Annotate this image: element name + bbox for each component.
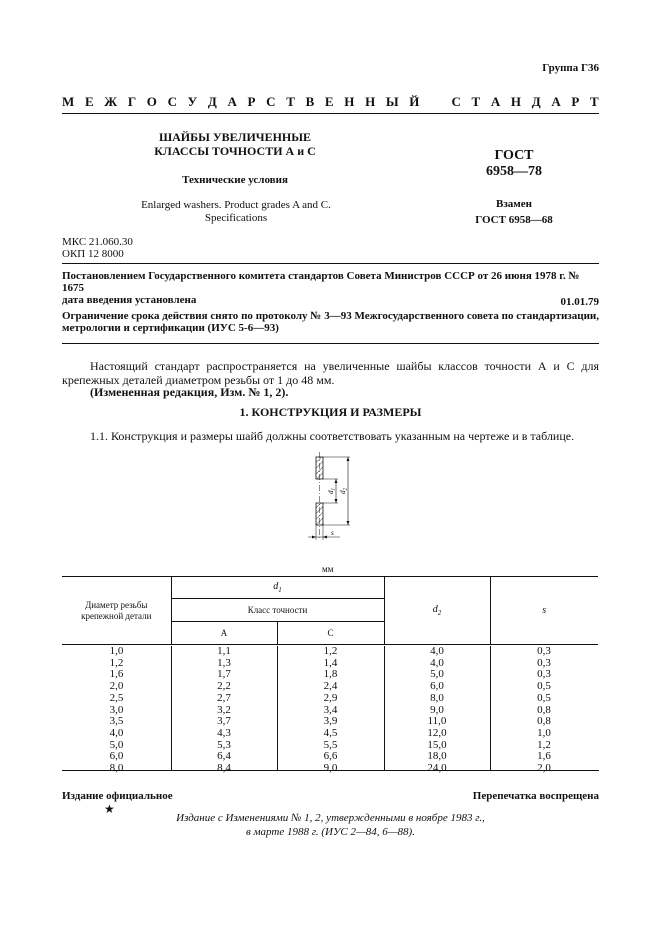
header-d2: $d_2$ — [384, 577, 490, 645]
classification-codes — [62, 236, 133, 260]
banner-letter: А — [551, 94, 561, 109]
column-s — [490, 646, 598, 775]
clause-1-1: 1.1. Конструкция и размеры шайб должны соответствовать указанным на чертеже и в таблице. — [90, 429, 575, 443]
restriction-note: Ограничение срока действия снято по протоколу № 3—93 Межгосударственного совета по стандартизации, метрологии и сертификации (ИУС 5-6—93) — [62, 310, 599, 334]
table-cell-d2: 4,0 — [430, 656, 444, 669]
banner-letter: Т — [471, 94, 481, 109]
banner-letter: Й — [409, 94, 420, 109]
d2-arrow-bottom — [347, 521, 350, 525]
banner-letter: Т — [590, 94, 599, 109]
table-cell-d2: 5,0 — [430, 668, 444, 681]
gost-number — [464, 148, 564, 180]
table-cell-d2: 15,0 — [427, 738, 447, 751]
table-cell-d1-c: 3,4 — [323, 703, 338, 716]
table-cell-d1-c: 2,9 — [323, 691, 338, 704]
title-line-1: ШАЙБЫ УВЕЛИЧЕННЫЕ — [158, 130, 312, 144]
table-cell-s: 0,8 — [537, 703, 551, 716]
banner-letter: Т — [286, 94, 295, 109]
banner-letter: Д — [531, 94, 541, 109]
table-cell-s: 1,6 — [537, 750, 551, 763]
banner-letter: Н — [365, 94, 376, 109]
table-cell-d1-c: 5,5 — [323, 738, 338, 751]
group-code: Группа Г36 — [542, 62, 599, 74]
document-subtitle: Технические условия — [182, 174, 288, 186]
decree-line-1: Постановлением Государственного комитета стандартов Совета Министров СССР от 26 июня 1978 г. № 1675 — [62, 270, 580, 294]
table-cell-d1-a: 3,2 — [217, 703, 231, 716]
banner-letter: А — [490, 94, 501, 109]
washer-drawing — [300, 450, 360, 545]
d2-label: $d_2$ — [339, 488, 349, 494]
column-d1-c — [277, 646, 384, 775]
table-cell-d1-a: 1,3 — [217, 656, 231, 669]
table-cell-d2: 24,0 — [427, 762, 447, 775]
table-cell-thread: 4,0 — [109, 726, 124, 739]
table-cell-d2: 11,0 — [427, 715, 447, 728]
decree-line-2: дата введения установлена — [62, 294, 197, 306]
s-arrow-right — [323, 536, 327, 539]
official-edition: Издание официальное — [62, 790, 173, 802]
table-cell-d1-a: 6,4 — [217, 750, 231, 763]
table-cell-d1-a: 3,7 — [217, 715, 231, 728]
replaces-label: Взамен — [496, 198, 532, 210]
d2-arrow-top — [347, 457, 350, 461]
table-cell-thread: 1,6 — [109, 668, 124, 681]
table-cell-thread: 5,0 — [109, 738, 124, 751]
table-cell-d1-c: 3,9 — [323, 715, 338, 728]
table-cell-d1-c: 1,4 — [323, 656, 338, 669]
table-cell-s: 1,0 — [537, 726, 551, 739]
table-cell-d1-a: 4,3 — [217, 726, 231, 739]
decree-text — [62, 270, 599, 306]
table-cell-thread: 2,5 — [109, 691, 124, 704]
table-cell-thread: 8,0 — [109, 762, 124, 775]
mks-code: МКС 21.060.30 — [62, 236, 133, 248]
english-title-line-2: Specifications — [204, 212, 268, 224]
header-d1: $d_1$ — [171, 577, 384, 599]
column-d2 — [384, 646, 490, 775]
units-label: мм — [322, 564, 334, 574]
reprint-prohibited: Перепечатка воспрещена — [472, 790, 599, 802]
table-cell-thread: 3,0 — [109, 703, 124, 716]
gost-code: 6958—78 — [486, 164, 542, 179]
banner-letter: А — [227, 94, 237, 109]
d1-arrow-bottom — [335, 499, 338, 503]
banner-letter: Р — [571, 94, 580, 109]
table-cell-s: 1,2 — [537, 738, 551, 751]
table-cell-d1-a: 1,1 — [217, 645, 231, 657]
header-class-c: C — [277, 622, 384, 645]
table-cell-d1-c: 9,0 — [323, 762, 338, 775]
table-cell-d2: 8,0 — [430, 691, 444, 704]
banner-letter: Ы — [385, 94, 399, 109]
table-cell-s: 0,8 — [537, 715, 551, 728]
s-arrow-left — [312, 536, 316, 539]
dimensions-table-header — [62, 576, 598, 645]
english-title — [120, 199, 352, 225]
table-cell-s: 0,3 — [537, 645, 551, 657]
s-label: s — [331, 529, 334, 537]
table-cell-s: 0,5 — [537, 680, 551, 693]
banner-letter: У — [187, 94, 198, 109]
table-cell-s: 0,5 — [537, 691, 551, 704]
table-cell-s: 0,3 — [537, 656, 551, 669]
banner-letter: Г — [127, 94, 137, 109]
table-cell-d1-a: 1,7 — [217, 668, 231, 681]
intro-paragraph: Настоящий стандарт распространяется на увеличенные шайбы классов точности А и С для крепежных деталей диаметром резьбы от 1 до 48 мм. — [62, 359, 599, 387]
table-cell-d2: 9,0 — [430, 703, 444, 716]
banner-letter: Ж — [104, 94, 118, 109]
banner-letter: О — [146, 94, 157, 109]
banner-letter: С — [451, 94, 461, 109]
table-cell-d2: 12,0 — [427, 726, 447, 739]
header-class-a: A — [171, 622, 277, 645]
table-cell-d2: 18,0 — [427, 750, 447, 763]
banner-letter: Н — [510, 94, 522, 109]
edition-line-1: Издание с Изменениями № 1, 2, утвержденными в ноябре 1983 г., — [176, 812, 485, 824]
star-icon: ★ — [104, 802, 115, 816]
table-cell-d1-c: 1,8 — [323, 668, 338, 681]
table-cell-d1-a: 8,4 — [217, 762, 231, 775]
banner-letter: Е — [84, 94, 94, 109]
edition-line-2: в марте 1988 г. (ИУС 2—84, 6—88). — [246, 826, 415, 838]
banner-letter: С — [167, 94, 177, 109]
table-cell-d1-a: 2,7 — [217, 691, 231, 704]
table-cell-d1-c: 6,6 — [323, 750, 338, 763]
gost-label: ГОСТ — [494, 148, 534, 163]
replaces-code: ГОСТ 6958—68 — [475, 214, 553, 226]
d1-arrow-top — [335, 479, 338, 483]
table-cell-s: 2,0 — [537, 762, 551, 775]
table-cell-thread: 2,0 — [109, 680, 124, 693]
codes-rule — [62, 263, 599, 264]
table-bottom-rule — [62, 770, 599, 771]
preamble-rule — [62, 343, 599, 344]
table-cell-d1-a: 2,2 — [217, 680, 231, 693]
table-cell-d1-c: 1,2 — [323, 645, 338, 657]
okp-code: ОКП 12 8000 — [62, 248, 124, 260]
table-cell-d1-c: 2,4 — [323, 680, 338, 693]
section-heading: 1. КОНСТРУКЦИЯ И РАЗМЕРЫ — [239, 405, 422, 419]
table-cell-thread: 1,0 — [109, 645, 124, 657]
table-cell-d1-a: 5,3 — [217, 738, 231, 751]
edition-note — [62, 811, 599, 839]
column-d1-a — [171, 646, 277, 775]
header-rule — [62, 113, 599, 114]
title-line-2: КЛАССЫ ТОЧНОСТИ А и С — [154, 144, 316, 158]
effective-date: 01.01.79 — [560, 296, 599, 308]
banner-letter: М — [62, 94, 75, 109]
table-cell-thread: 1,2 — [109, 656, 124, 669]
header-thread-diameter: Диаметр резьбы крепежной детали — [62, 577, 171, 645]
table-cell-d1-c: 4,5 — [323, 726, 338, 739]
column-thread — [62, 646, 171, 775]
banner-letter: В — [305, 94, 315, 109]
banner-letter: С — [266, 94, 276, 109]
banner-letter: Е — [324, 94, 334, 109]
table-cell-thread: 6,0 — [109, 750, 124, 763]
table-cell-thread: 3,5 — [109, 715, 124, 728]
document-title — [130, 130, 340, 158]
replaces-block — [454, 196, 574, 228]
table-cell-d2: 6,0 — [430, 680, 444, 693]
english-title-line-1: Enlarged washers. Product grades A and C. — [141, 199, 331, 211]
amendment-note: (Измененная редакция, Изм. № 1, 2). — [90, 385, 289, 399]
banner-letter: Д — [207, 94, 217, 109]
header-class: Класс точности — [171, 599, 384, 622]
standard-banner — [62, 94, 599, 110]
table-cell-s: 0,3 — [537, 668, 551, 681]
d1-label: $d_1$ — [327, 488, 337, 494]
table-cell-d2: 4,0 — [430, 645, 444, 657]
header-s: s — [490, 577, 598, 645]
banner-letter: Н — [344, 94, 355, 109]
banner-letter: Р — [247, 94, 256, 109]
